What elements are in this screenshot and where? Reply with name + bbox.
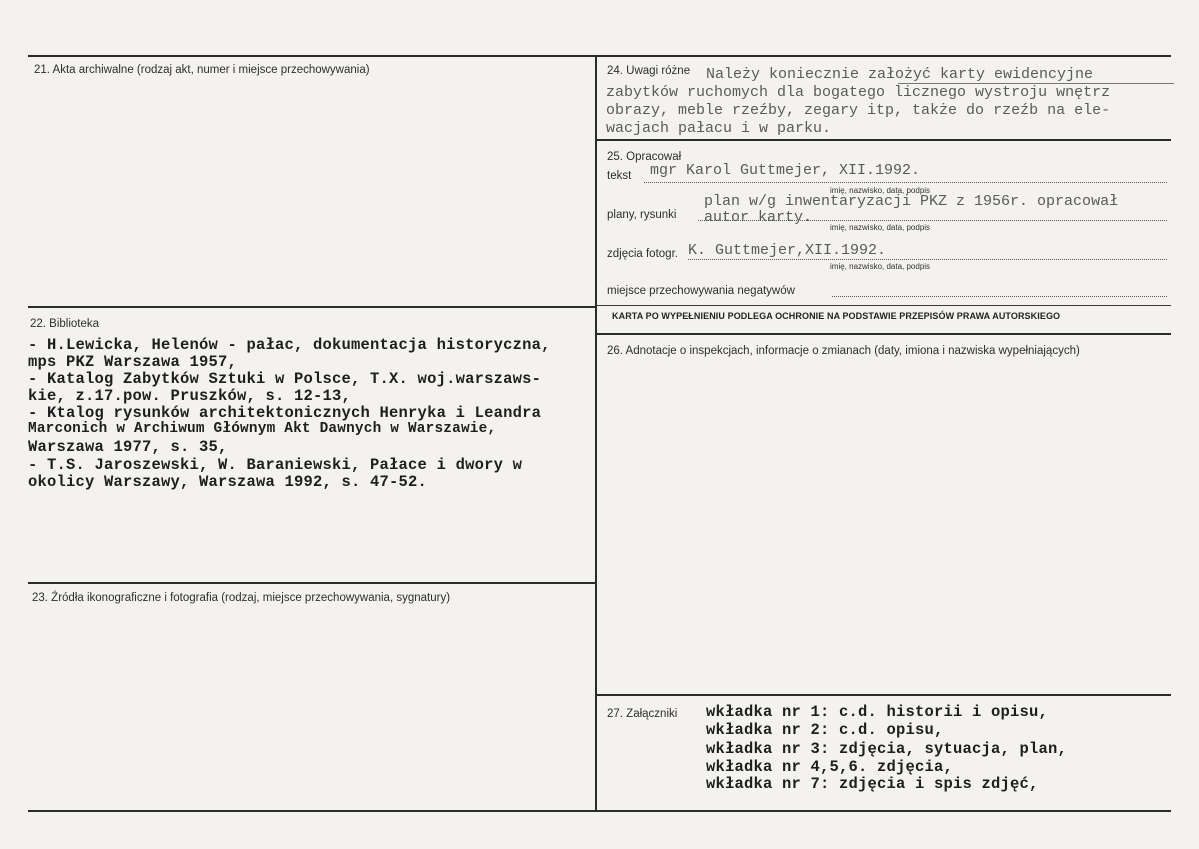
tekst-dotted-line <box>644 182 1167 183</box>
remarks-line-2: zabytków ruchomych dla bogatego licznego wystroju wnętrz <box>606 84 1111 101</box>
attachment-line-5: wkładka nr 7: zdjęcia i spis zdjęć, <box>706 775 1039 793</box>
attachment-line-4: wkładka nr 4,5,6. zdjęcia, <box>706 758 954 776</box>
bibliography-line-1: - H.Lewicka, Helenów - pałac, dokumentacja historyczna, <box>28 336 551 354</box>
bibliography-line-9: okolicy Warszawy, Warszawa 1992, s. 47-52. <box>28 473 428 491</box>
tekst-caption: imię, nazwisko, data, podpis <box>830 186 931 195</box>
bibliography-line-4: kie, z.17.pow. Pruszków, s. 12-13, <box>28 387 352 405</box>
attachment-line-3: wkładka nr 3: zdjęcia, sytuacja, plan, <box>706 740 1068 758</box>
section-25-label: 25. Opracował <box>607 151 682 163</box>
divider-25-26 <box>595 333 1171 335</box>
divider-21-22 <box>28 306 596 308</box>
divider-22-23 <box>28 582 596 584</box>
bibliography-line-8: - T.S. Jaroszewski, W. Baraniewski, Pałace i dwory w <box>28 456 523 474</box>
section-24-label: 24. Uwagi różne <box>607 65 691 77</box>
divider-24-25 <box>595 139 1171 141</box>
section-21-label: 21. Akta archiwalne (rodzaj akt, numer i miejsce przechowywania) <box>34 64 370 76</box>
plany-dotted-line <box>698 220 1167 221</box>
remarks-line-1: Należy koniecznie założyć karty ewidencyjne <box>706 66 1094 83</box>
bibliography-line-7: Warszawa 1977, s. 35, <box>28 438 228 456</box>
section-22-label: 22. Biblioteka <box>30 318 100 330</box>
copyright-notice: KARTA PO WYPEŁNIENIU PODLEGA OCHRONIE NA PODSTAWIE PRZEPISÓW PRAWA AUTORSKIEGO <box>612 311 1061 321</box>
bibliography-line-6: Marconich w Archiwum Głównym Akt Dawnych w Warszawie, <box>28 421 497 437</box>
bottom-border-right <box>595 810 1171 812</box>
section-26-label: 26. Adnotacje o inspekcjach, informacje o zmianach (daty, imiona i nazwiska wypełniających) <box>607 345 1080 357</box>
plany-value-2: autor karty. <box>704 209 813 226</box>
section-27-label: 27. Załączniki <box>607 708 678 720</box>
bottom-border-left <box>28 810 596 812</box>
section-23-label: 23. Źródła ikonograficzne i fotografia (rodzaj, miejsce przechowywania, sygnatury) <box>32 592 451 604</box>
tekst-label: tekst <box>607 170 632 182</box>
attachment-line-2: wkładka nr 2: c.d. opisu, <box>706 721 944 739</box>
miejsce-label: miejsce przechowywania negatywów <box>607 285 795 297</box>
zdjecia-caption: imię, nazwisko, data, podpis <box>830 262 931 271</box>
center-divider <box>595 55 597 812</box>
zdjecia-value: K. Guttmejer,XII.1992. <box>688 242 887 259</box>
plany-label: plany, rysunki <box>607 209 677 221</box>
plany-caption: imię, nazwisko, data, podpis <box>830 223 931 232</box>
zdjecia-label: zdjęcia fotogr. <box>607 248 678 260</box>
bibliography-line-3: - Katalog Zabytków Sztuki w Polsce, T.X. woj.warszaws- <box>28 370 542 388</box>
plany-value-1: plan w/g inwentaryzacji PKZ z 1956r. opracował <box>704 193 1119 210</box>
attachment-line-1: wkładka nr 1: c.d. historii i opisu, <box>706 703 1049 721</box>
miejsce-dotted-line <box>832 296 1167 297</box>
divider-notice-top <box>597 305 1171 306</box>
divider-26-27 <box>595 694 1171 696</box>
bibliography-line-2: mps PKZ Warszawa 1957, <box>28 353 238 371</box>
tekst-value: mgr Karol Guttmejer, XII.1992. <box>650 162 921 179</box>
remarks-line-4: wacjach pałacu i w parku. <box>606 120 832 137</box>
zdjecia-dotted-line <box>688 259 1167 260</box>
remarks-line-3: obrazy, meble rzeźby, zegary itp, także do rzeźb na ele- <box>606 102 1111 119</box>
bibliography-line-5: - Ktalog rysunków architektonicznych Henryka i Leandra <box>28 404 542 422</box>
top-border <box>28 55 1171 57</box>
